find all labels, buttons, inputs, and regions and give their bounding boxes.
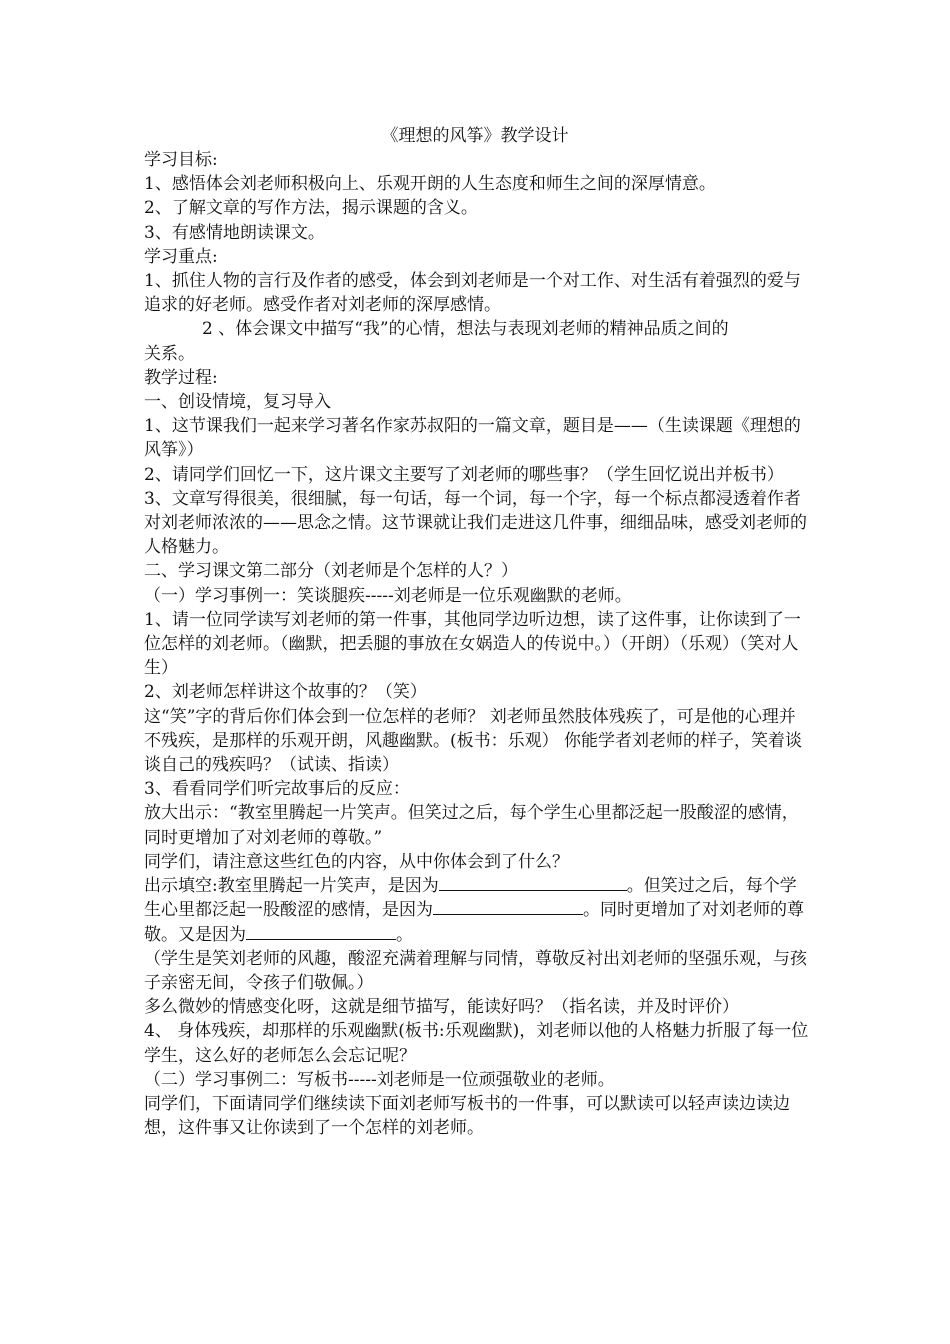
document-title: 《理想的风筝》教学设计 (381, 126, 569, 146)
paragraph: 多么微妙的情感变化呀，这就是细节描写，能读好吗？（指名读，并及时评价） (144, 997, 739, 1018)
fill-text: 。同时更增加了对刘老师的尊敬。又是因为 (144, 900, 804, 945)
section-heading: 二、学习课文第二部分（刘老师是个怎样的人？） (144, 561, 518, 582)
fill-text: 。 (396, 924, 413, 945)
paragraph: 同学们，请注意这些红色的内容，从中你体会到了什么？ (144, 851, 569, 872)
paragraph: 1、请一位同学读写刘老师的第一件事，其他同学边听边想，读了这件事，让你读到了一位怎样的刘老师。（幽默，把丢腿的事放在女娲造人的传说中。）（开朗）（乐观）（笑对人生） (144, 609, 801, 679)
paragraph: 3、看看同学们听完故事后的反应： (144, 779, 410, 800)
fill-in-blank-paragraph (144, 874, 812, 947)
blank-line (246, 924, 396, 940)
paragraph: 4、 身体残疾，却那样的乐观幽默(板书:乐观幽默)，刘老师以他的人格魅力折服了每一位学生，这么好的老师怎么会忘记呢？ (144, 1021, 809, 1066)
paragraph: 放大出示：“教室里腾起一片笑声。但笑过之后，每个学生心里都泛起一股酸涩的感情，同时更增加了对刘老师的尊敬。” (144, 803, 799, 848)
focus-item: 1、抓住人物的言行及作者的感受，体会到刘老师是一个对工作、对生活有着强烈的爱与追求的好老师。感受作者对刘老师的深厚感情。 (144, 271, 801, 316)
focus-item: 2 、体会课文中描写“我”的心情，想法与表现刘老师的精神品质之间的 (202, 319, 729, 340)
goals-heading: 学习目标: (144, 150, 218, 170)
subsection-heading: （二）学习事例二：写板书-----刘老师是一位顽强敬业的老师。 (144, 1069, 615, 1090)
goal-item: 3、有感情地朗读课文。 (144, 222, 325, 243)
paragraph: 3、文章写得很美，很细腻，每一句话，每一个词，每一个字，每一个标点都浸透着作者对刘老师浓浓的——思念之情。这节课就让我们走进这几件事，细细品味，感受刘老师的人格魅力。 (144, 488, 807, 558)
paragraph: 这“笑”字的背后你们体会到一位怎样的老师？ 刘老师虽然肢体残疾了，可是他的心理并不残疾，是那样的乐观开朗，风趣幽默。(板书：乐观） 你能学者刘老师的样子，笑着谈谈自己的残疾吗？（试读、指读） (144, 706, 803, 776)
subsection-heading: （一）学习事例一：笑谈腿疾-----刘老师是一位乐观幽默的老师。 (144, 585, 632, 606)
paragraph: 1、这节课我们一起来学习著名作家苏叔阳的一篇文章，题目是——（生读课题《理想的风筝》） (144, 416, 801, 461)
blank-line (439, 875, 627, 891)
blank-line (433, 899, 583, 915)
focus-item-continuation: 关系。 (144, 343, 195, 364)
section-heading: 一、创设情境，复习导入 (144, 392, 331, 413)
paragraph: 2、刘老师怎样讲这个故事的？（笑） (144, 682, 427, 703)
goal-item: 1、感悟体会刘老师积极向上、乐观开朗的人生态度和师生之间的深厚情意。 (144, 174, 716, 195)
paragraph: 2、请同学们回忆一下，这片课文主要写了刘老师的哪些事？（学生回忆说出并板书） (144, 464, 784, 485)
process-heading: 教学过程: (144, 367, 218, 388)
paragraph: （学生是笑刘老师的风趣，酸涩充满着理解与同情，尊敬反衬出刘老师的坚强乐观，与孩子亲密无间，令孩子们敬佩。） (144, 948, 807, 993)
document-body (144, 148, 812, 1140)
fill-text: 出示填空:教室里腾起一片笑声，是因为 (144, 876, 439, 897)
fill-text: 。但笑过之后，每个学生心里都泛起一股酸涩的感情，是因为 (144, 876, 797, 921)
paragraph: 同学们，下面请同学们继续读下面刘老师写板书的一件事，可以默读可以轻声读边读边想，这件事又让你读到了一个怎样的刘老师。 (144, 1093, 790, 1139)
focus-heading: 学习重点: (144, 246, 218, 267)
goal-item: 2、了解文章的写作方法，揭示课题的含义。 (144, 198, 478, 219)
